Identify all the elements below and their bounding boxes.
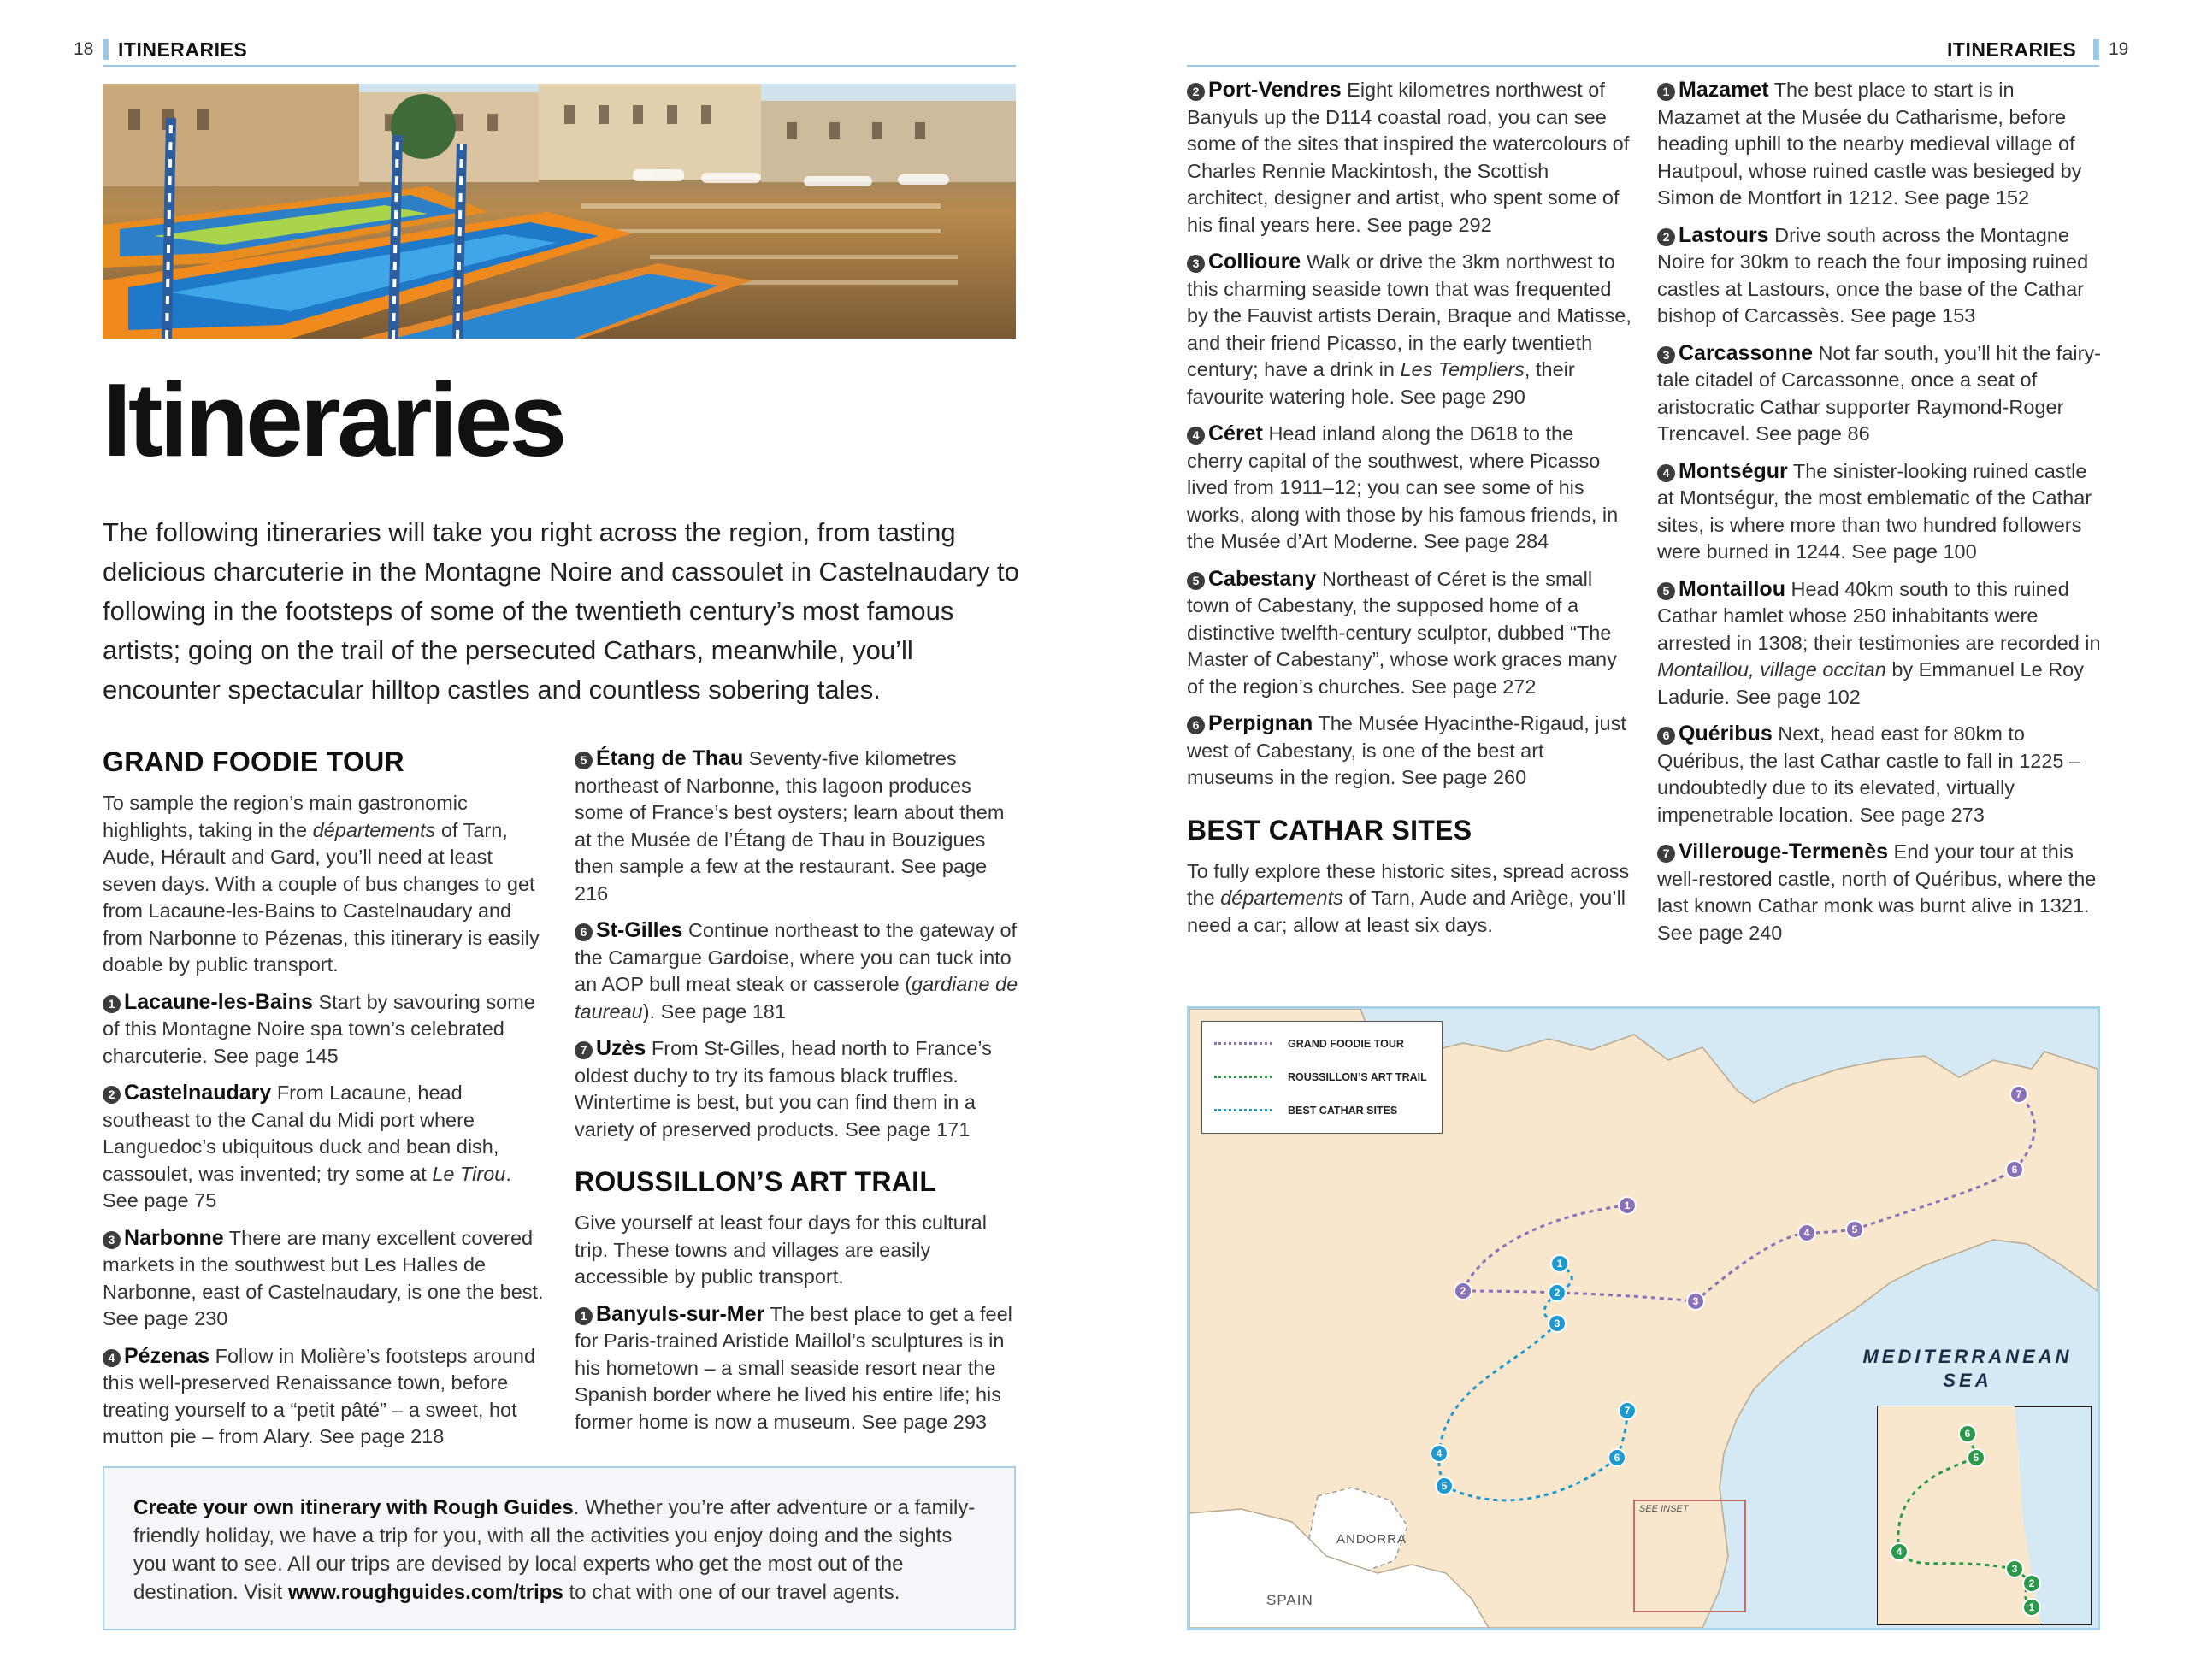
legend-label: GRAND FOODIE TOUR (1288, 1037, 1404, 1050)
stop-number-badge: 1 (103, 995, 121, 1013)
cathar-marker-label: 3 (1554, 1317, 1561, 1329)
stop-number-badge: 2 (103, 1086, 121, 1104)
foodie-marker-label: 7 (2015, 1088, 2022, 1100)
cathar-marker-label: 5 (1441, 1480, 1448, 1492)
stop-number-badge: 3 (103, 1231, 121, 1249)
legend-line-art (1214, 1076, 1272, 1078)
see-inset-label: SEE INSET (1639, 1504, 1689, 1514)
stop-number-badge: 6 (1187, 716, 1205, 734)
list-item: 3 Carcassonne Not far south, you’ll hit the fairy-tale citadel of Carcassonne, once a seat of aristocratic Cathar supporter Raymond-Roger Trencavel. See page 86 (1657, 340, 2102, 445)
foodie-marker-label: 3 (1692, 1295, 1699, 1307)
list-item: 6 Perpignan The Musée Hyacinthe-Rigaud, just west of Cabestany, is one of the best art museums in the region. See page 260 (1187, 711, 1626, 788)
stop-number-badge: 4 (103, 1349, 121, 1367)
legend-line-cathar (1214, 1109, 1272, 1111)
harbour-boats-photo (103, 84, 1016, 339)
stop-number-badge: 4 (1187, 427, 1205, 445)
page-number-left: 18 (74, 39, 94, 59)
art-marker-label: 1 (2028, 1601, 2035, 1613)
grand-foodie-column (103, 746, 547, 1461)
spain-label: SPAIN (1266, 1592, 1313, 1608)
list-item: 5 Étang de Thau Seventy-five kilometres northeast of Narbonne, this lagoon produces some of France’s best oysters; learn about them at the Musée de l’Étang de Thau in Bouzigues then sample a few at the restaurant. See page 216 (575, 746, 1005, 905)
header-accent-bar (103, 39, 109, 60)
list-item: 1 Banyuls-sur-Mer The best place to get a feel for Paris-trained Aristide Maillol’s sculptures is in his hometown – a small seaside resort near the Spanish border where he lived his entire life; his former home is now a museum. See page 293 (575, 1301, 1012, 1433)
running-head-right: ITINERARIES (1947, 38, 2077, 61)
cathar-marker-label: 6 (1614, 1452, 1620, 1464)
list-item: 3 Collioure Walk or drive the 3km northwest to this charming seaside town that was frequented by the Fauvist artists Derain, Braque and Matisse, and their friend Picasso, in the early twentieth century; have a drink in Les Templiers, their favourite watering hole. See page 290 (1187, 250, 1631, 408)
list-item: 1 Lacaune-les-Bains Start by savouring some of this Montagne Noire spa town’s celebrated charcuterie. See page 145 (103, 989, 535, 1067)
list-item: 2 Port-Vendres Eight kilometres northwest of Banyuls up the D114 coastal road, you can see some of the sites that inspired the watercolours of Charles Rennie Mackintosh, the Scottish architect, designer and artist, who spent some of his final years here. See page 292 (1187, 78, 1630, 236)
stop-number-badge: 6 (1657, 727, 1675, 745)
stop-number-badge: 5 (1657, 582, 1675, 600)
andorra-label: ANDORRA (1336, 1532, 1407, 1547)
list-item: 6 Quéribus Next, head east for 80km to Quéribus, the last Cathar castle to fall in 1225 – undoubtedly due to its elevated, virtually impenetrable location. See page 273 (1657, 722, 2081, 826)
stop-number-badge: 5 (1187, 572, 1205, 590)
art-marker-label: 3 (2011, 1563, 2018, 1575)
sea-label (1848, 1345, 2087, 1393)
list-item: 1 Mazamet The best place to start is in Mazamet at the Musée du Catharisme, before heading uphill to the nearby medieval village of Hautpoul, whose ruined castle was besieged by Simon de Montfort in 1212. See page 152 (1657, 78, 2082, 209)
stop-number-badge: 3 (1657, 346, 1675, 364)
foodie-marker-label: 2 (1460, 1285, 1466, 1297)
cathar-marker-label: 7 (1624, 1405, 1631, 1417)
list-item: 3 Narbonne There are many excellent covered markets in the southwest but Les Halles de Narbonne, east of Castelnaudary, is one the best. See page 230 (103, 1225, 544, 1329)
list-item: 4 Céret Head inland along the D618 to the cherry capital of the southwest, where Picasso lived from 1911–12; you can see some of his works, along with those by his famous friends, in the Musée d’Art Moderne. See page 284 (1187, 421, 1619, 552)
sea-label-line2: SEA (1943, 1370, 1992, 1391)
list-item: 4 Pézenas Follow in Molière’s footsteps around this well-preserved Renaissance town, before treating yourself to a “petit pâté” – a sweet, hot mutton pie – from Alary. See page 218 (103, 1343, 536, 1447)
stop-number-badge: 7 (575, 1041, 593, 1059)
foodie-marker-label: 1 (1624, 1200, 1631, 1211)
stop-number-badge: 4 (1657, 464, 1675, 482)
foodie-marker-label: 5 (1851, 1223, 1858, 1235)
sea-label-line1: MEDITERRANEAN (1862, 1346, 2073, 1367)
foodie-marker-label: 6 (2011, 1164, 2018, 1176)
list-item: 2 Lastours Drive south across the Montagne Noire for 30km to reach the four imposing ruined castles at Lastours, once the base of the Cathar bishop of Carcassès. See page 153 (1657, 222, 2089, 327)
art-marker-label: 5 (1973, 1452, 1980, 1464)
art-marker-label: 6 (1964, 1428, 1971, 1440)
cathar-heading: BEST CATHAR SITES (1187, 814, 1472, 846)
art-trail-cathar-column (1187, 77, 1631, 949)
cathar-marker-label: 4 (1436, 1447, 1443, 1459)
stop-number-badge: 2 (1187, 83, 1205, 101)
list-item: 5 Montaillou Head 40km south to this ruined Cathar hamlet whose 250 inhabitants were arrested in 1308; their testimonies are recorded in Montaillou, village occitan by Emmanuel Le Roy Ladurie. See page 102 (1657, 576, 2101, 708)
legend-row-art (1202, 1060, 1442, 1093)
foodie-art-column (575, 746, 1019, 1446)
stop-number-badge: 1 (575, 1307, 593, 1325)
art-trail-heading: ROUSSILLON’S ART TRAIL (575, 1166, 937, 1197)
stop-number-badge: 3 (1187, 255, 1205, 273)
cathar-intro: To fully explore these historic sites, spread across the départements of Tarn, Aude and Ariège, you’ll need a car; allow at least six days. (1187, 859, 1630, 936)
legend-row-foodie (1202, 1027, 1442, 1060)
list-item: 6 St-Gilles Continue northeast to the gateway of the Camargue Gardoise, where you can tuck into an AOP bull meat steak or casserole (gardiane de taureau). See page 181 (575, 918, 1018, 1023)
stop-number-badge: 2 (1657, 228, 1675, 246)
header-rule-left (103, 65, 1016, 67)
grand-foodie-heading: GRAND FOODIE TOUR (103, 746, 404, 777)
cathar-marker-label: 1 (1556, 1258, 1563, 1270)
list-item: 4 Montségur The sinister-looking ruined castle at Montségur, the most emblematic of the Cathar sites, is where more than two hundred followers were burned in 1244. See page 100 (1657, 458, 2092, 563)
grand-foodie-intro: To sample the region’s main gastronomic highlights, taking in the départements of Tarn, Aude, Hérault and Gard, you’ll need at least seven days. With a couple of bus changes to get from Lacaune-les-Bains to Castelnaudary and from Narbonne to Pézenas, this itinerary is easily doable by public transport. (103, 792, 540, 976)
art-marker-label: 2 (2028, 1577, 2035, 1589)
page-number-right: 19 (2109, 39, 2129, 59)
list-item: 7 Villerouge-Termenès End your tour at this well-restored castle, north of Quéribus, where the last known Cathar monk was burnt alive in 1321. See page 240 (1657, 840, 2097, 944)
trips-link[interactable]: www.roughguides.com/trips (288, 1581, 563, 1604)
header-rule-right (1187, 65, 2099, 67)
page-title: Itineraries (103, 362, 564, 478)
list-item: 2 Castelnaudary From Lacaune, head southeast to the Canal du Midi port where Languedoc’s ubiquitous duck and bean dish, cassoulet, was invented; try some at Le Tirou. See page 75 (103, 1081, 511, 1211)
stop-number-badge: 6 (575, 923, 593, 941)
running-head-left: ITINERARIES (118, 38, 248, 61)
map-legend (1201, 1021, 1443, 1134)
list-item: 7 Uzès From St-Gilles, head north to France’s oldest duchy to try its famous black truffles. Wintertime is best, but you can find them in a variety of preserved products. See page 171 (575, 1036, 992, 1141)
header-accent-bar (2093, 39, 2099, 60)
foodie-marker-label: 4 (1803, 1227, 1810, 1239)
legend-label: ROUSSILLON’S ART TRAIL (1288, 1070, 1427, 1083)
art-marker-label: 4 (1896, 1546, 1903, 1558)
rough-guides-callout: Create your own itinerary with Rough Guides. Whether you’re after adventure or a family-friendly holiday, we have a trip for you, with all the activities you enjoy doing and the sights you want to see. All our trips are devised by local experts who get the most out of the destination. Visit www.roughguides.com/trips to chat with one of our travel agents. (103, 1466, 1016, 1630)
cathar-sites-column (1657, 77, 2102, 957)
legend-line-foodie (1214, 1042, 1272, 1045)
stop-number-badge: 7 (1657, 845, 1675, 863)
stop-number-badge: 1 (1657, 83, 1675, 101)
list-item: 5 Cabestany Northeast of Céret is the small town of Cabestany, the supposed home of a distinctive twelfth-century sculptor, dubbed “The Master of Cabestany”, whose work graces many of the region’s churches. See page 272 (1187, 566, 1617, 698)
itineraries-map (1187, 1006, 2100, 1630)
legend-row-cathar (1202, 1093, 1442, 1127)
stop-number-badge: 5 (575, 752, 593, 769)
cathar-marker-label: 2 (1554, 1287, 1561, 1299)
intro-paragraph: The following itineraries will take you right across the region, from tasting delicious charcuterie in the Montagne Noire and cassoulet in Castelnaudary to following in the footsteps of some of the twentieth century’s most famous artists; going on the trail of the persecuted Cathars, meanwhile, you’ll encounter spectacular hilltop castles and countless sobering tales. (103, 517, 1019, 704)
legend-label: BEST CATHAR SITES (1288, 1104, 1398, 1117)
art-trail-intro: Give yourself at least four days for this cultural trip. These towns and villages are easily accessible by public transport. (575, 1211, 987, 1288)
